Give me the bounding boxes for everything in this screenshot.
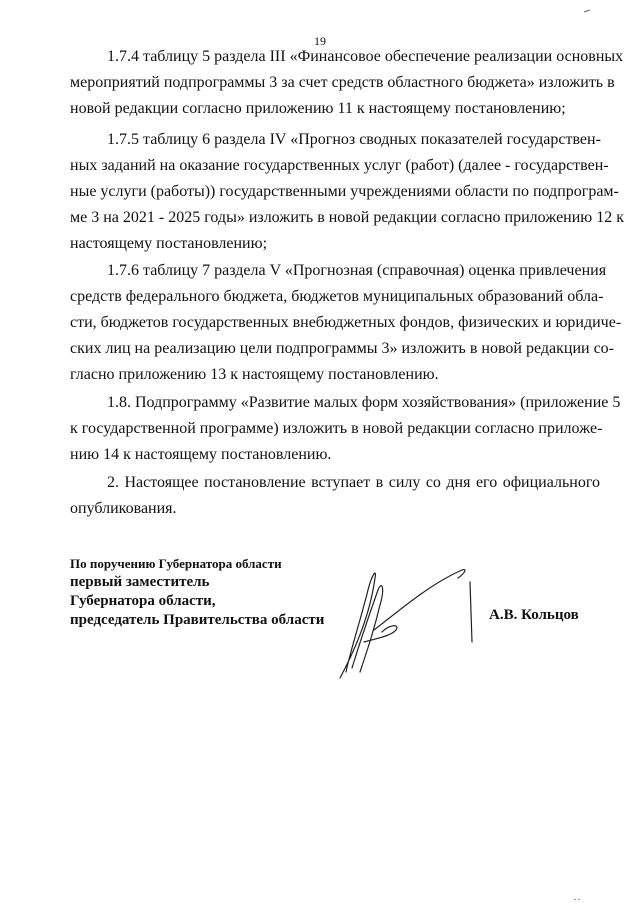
signature-block: [70, 554, 324, 630]
text-line: 1.7.5 таблицу 6 раздела IV «Прогноз сводных показателей государствен-: [107, 131, 601, 148]
text-line: новой редакции согласно приложению 11 к настоящему постановлению;: [70, 100, 566, 117]
text-line: 1.7.6 таблицу 7 раздела V «Прогнозная (справочная) оценка привлечения: [107, 262, 607, 279]
text-line: 1.7.4 таблицу 5 раздела III «Финансовое обеспечение реализации основных: [107, 48, 624, 65]
text-line: ских лиц на реализацию цели подпрограммы 3» изложить в новой редакции со-: [70, 340, 614, 357]
text-line: к государственной программе) изложить в новой редакции согласно приложе-: [70, 420, 603, 437]
text-line: нию 14 к настоящему постановлению.: [70, 446, 332, 463]
paragraph-1-7-4: [70, 44, 624, 122]
text-line: опубликования.: [70, 500, 177, 517]
paragraph-1-7-5: [70, 127, 625, 257]
text-line: средств федерального бюджета, бюджетов муниципальных образований обла-: [70, 288, 604, 305]
text-line: настоящему постановлению;: [70, 235, 268, 252]
signature-line-4: председатель Правительства области: [70, 612, 325, 628]
page-number: 19: [314, 34, 326, 48]
footer-scan-mark: [572, 888, 584, 891]
signature-line-1: По поручению Губернатора области: [70, 556, 282, 571]
paragraph-1-8: [70, 390, 621, 468]
signature-line-3: Губернатора области,: [70, 593, 216, 609]
text-line: 1.8. Подпрограмму «Развитие малых форм хозяйствования» (приложение 5: [107, 394, 621, 411]
text-line: гласно приложению 13 к настоящему постановлению.: [70, 366, 439, 383]
handwritten-signature: [330, 560, 480, 695]
signature-line-2: первый заместитель: [70, 574, 210, 590]
text-line: ме 3 на 2021 - 2025 годы» изложить в новой редакции согласно приложению 12 к: [70, 209, 625, 226]
corner-scan-mark: [582, 0, 592, 4]
signer-name: А.В. Кольцов: [489, 607, 579, 623]
text-line: сти, бюджетов государственных внебюджетных фондов, физических и юридиче-: [70, 314, 622, 331]
text-line: 2. Настоящее постановление вступает в силу со дня его официального: [107, 474, 600, 491]
paragraph-1-7-6: [70, 258, 622, 388]
paragraph-2: [70, 470, 600, 522]
text-line: ные услуги (работы)) государственными учреждениями области по подпрограм-: [70, 183, 619, 200]
text-line: мероприятий подпрограммы 3 за счет средств областного бюджета» изложить в: [70, 74, 615, 91]
text-line: ных заданий на оказание государственных услуг (работ) (далее - государствен-: [70, 157, 609, 174]
